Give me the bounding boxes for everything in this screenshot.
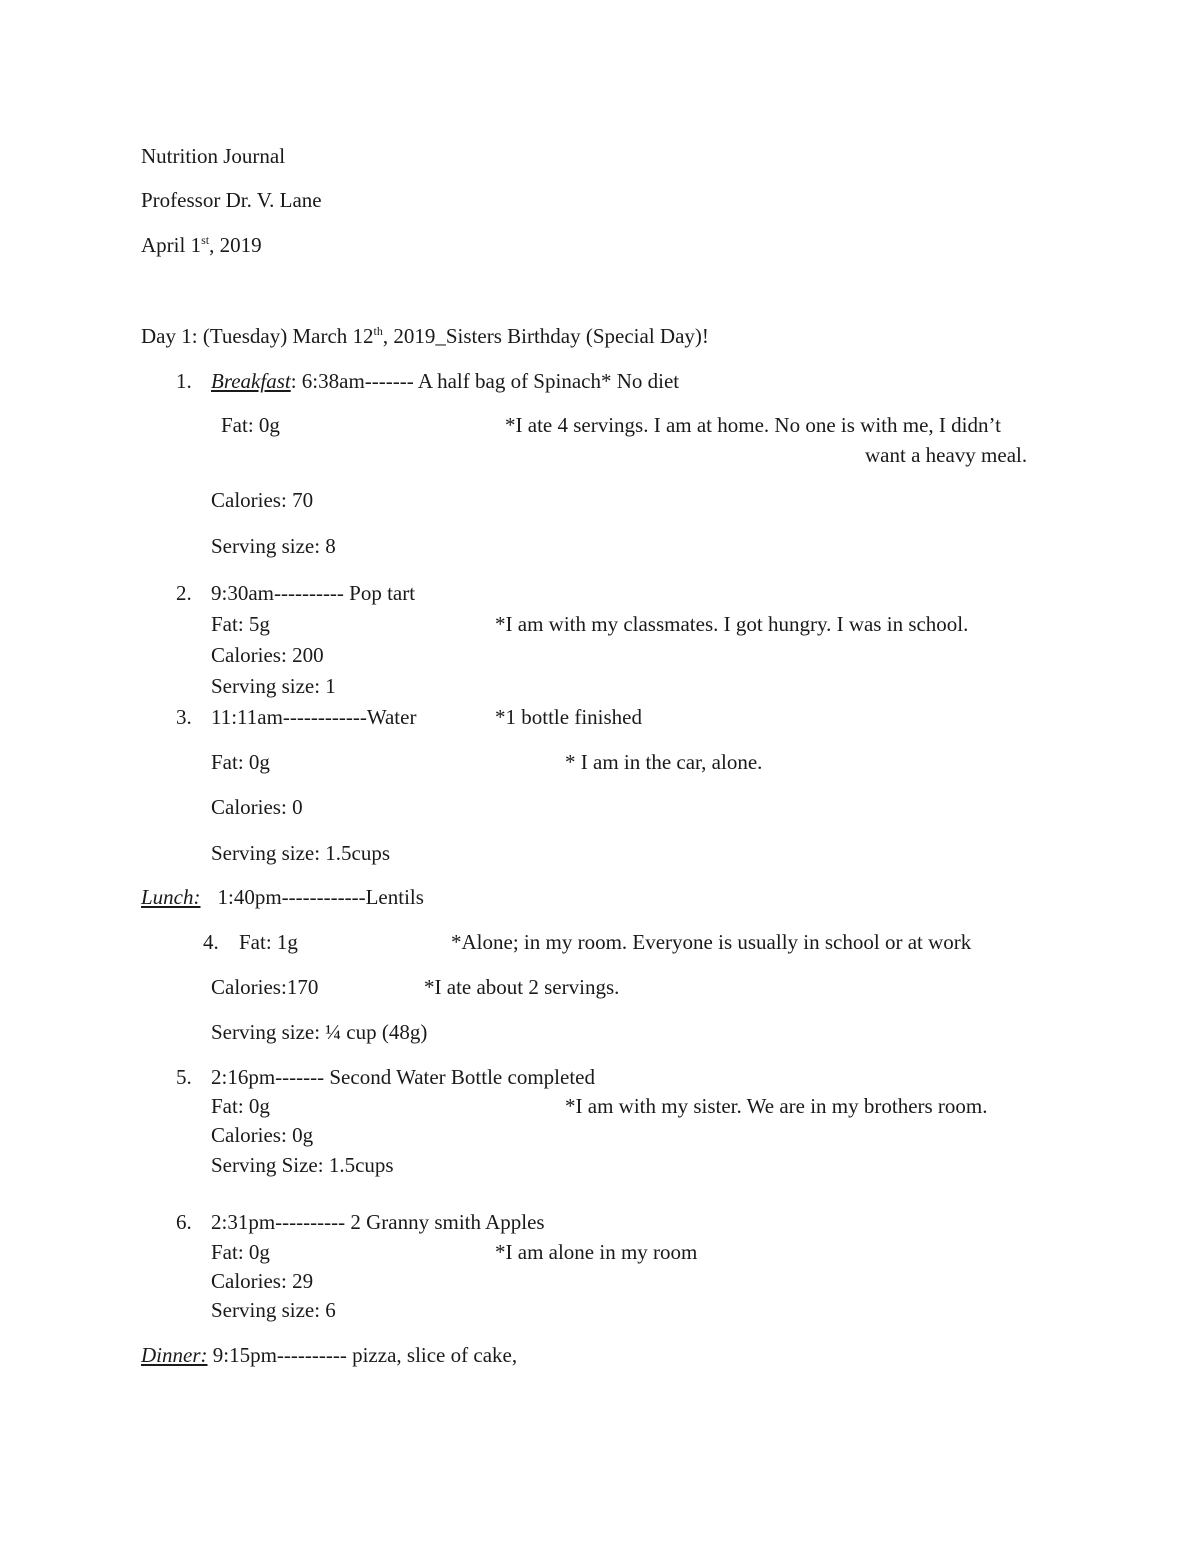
calories-value: Calories: 0g xyxy=(211,1123,314,1147)
calories-value: Calories: 70 xyxy=(211,488,314,512)
serving-size: Serving Size: 1.5cups xyxy=(211,1153,394,1177)
day-heading: Day 1: (Tuesday) March 12th, 2019_Sisters Birthday (Special Day)! xyxy=(141,324,709,348)
item-heading: 2:16pm------- Second Water Bottle completed xyxy=(211,1065,595,1089)
note-continued: want a heavy meal. xyxy=(865,443,1028,467)
serving-size: Serving size: 8 xyxy=(211,534,336,558)
item-heading: 9:30am---------- Pop tart xyxy=(211,581,416,605)
calories-value: Calories: 29 xyxy=(211,1269,314,1293)
fat-value: Fat: 5g xyxy=(211,612,270,636)
note: *I am with my sister. We are in my brothers room. xyxy=(565,1094,988,1118)
calories-value: Calories:170 xyxy=(211,975,319,999)
calories-value: Calories: 200 xyxy=(211,643,324,667)
lunch-heading: Lunch: 1:40pm------------Lentils xyxy=(141,885,424,909)
journal-title: Nutrition Journal xyxy=(141,144,286,168)
item-number: 3. xyxy=(176,705,192,729)
item-heading: 2:31pm---------- 2 Granny smith Apples xyxy=(211,1210,545,1234)
dinner-label: Dinner: xyxy=(141,1343,208,1367)
note: *I am with my classmates. I got hungry. I was in school. xyxy=(495,612,969,636)
heading-note: *1 bottle finished xyxy=(495,705,642,729)
item-number: 2. xyxy=(176,581,192,605)
item-heading: Breakfast: 6:38am------- A half bag of Spinach* No diet xyxy=(211,369,680,393)
note: *Alone; in my room. Everyone is usually in school or at work xyxy=(451,930,972,954)
item-number: 4. xyxy=(203,930,219,954)
item-number: 1. xyxy=(176,369,192,393)
date-line: April 1st, 2019 xyxy=(141,233,262,257)
serving-size: Serving size: ¼ cup (48g) xyxy=(211,1020,428,1044)
note: *I ate 4 servings. I am at home. No one is with me, I didn’t xyxy=(505,413,1001,437)
item-number: 5. xyxy=(176,1065,192,1089)
note: * I am in the car, alone. xyxy=(565,750,763,774)
item-heading: 11:11am------------Water xyxy=(211,705,417,729)
note: *I am alone in my room xyxy=(495,1240,698,1264)
calories-value: Calories: 0 xyxy=(211,795,303,819)
fat-value: Fat: 0g xyxy=(211,750,270,774)
professor-line: Professor Dr. V. Lane xyxy=(141,188,322,212)
fat-value: Fat: 0g xyxy=(221,413,280,437)
fat-value: Fat: 1g xyxy=(239,930,298,954)
serving-size: Serving size: 6 xyxy=(211,1298,336,1322)
lunch-label: Lunch: xyxy=(141,885,201,909)
fat-value: Fat: 0g xyxy=(211,1094,270,1118)
serving-size: Serving size: 1 xyxy=(211,674,336,698)
calories-note: *I ate about 2 servings. xyxy=(424,975,620,999)
fat-value: Fat: 0g xyxy=(211,1240,270,1264)
item-number: 6. xyxy=(176,1210,192,1234)
dinner-heading: Dinner: 9:15pm---------- pizza, slice of cake, xyxy=(141,1343,518,1367)
breakfast-label: Breakfast xyxy=(211,369,291,393)
serving-size: Serving size: 1.5cups xyxy=(211,841,391,865)
